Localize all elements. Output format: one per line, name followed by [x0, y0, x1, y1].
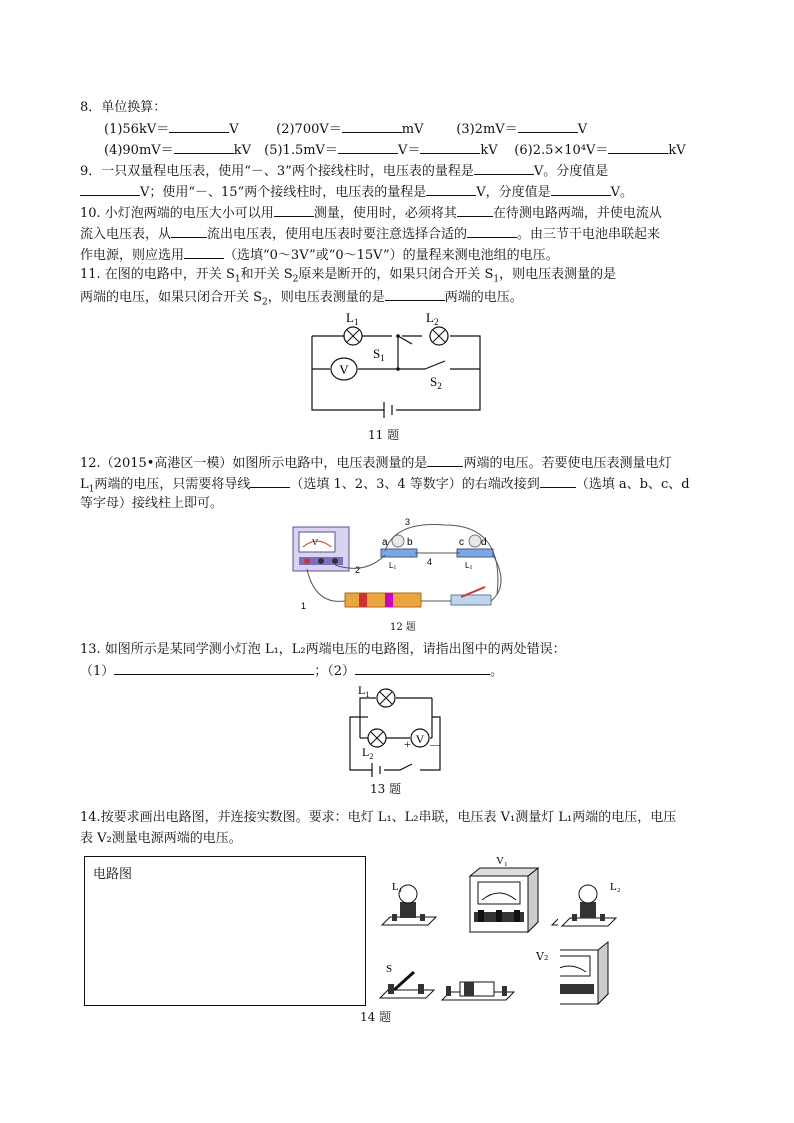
q12-line-1: 12.（2015•高港区一模）如图所示电路中，电压表测量的是 两端的电压。若要使电压表测量电灯: [80, 452, 671, 474]
q9-line-1: 9．一只双量程电压表，使用“－、3”两个接线柱时，电压表的量程是 V。分度值是: [80, 160, 608, 182]
lamp-l2-label: L₂: [465, 561, 473, 570]
voltmeter-device: [293, 527, 349, 571]
answer-blank[interactable]: [171, 223, 207, 238]
q12-physical-circuit: [285, 515, 515, 615]
q8-item-1: (1)56kV＝: [104, 122, 170, 137]
answer-blank[interactable]: [114, 660, 314, 675]
q14-components-right: [560, 868, 630, 1018]
answer-blank[interactable]: [518, 118, 578, 133]
terminal-d-label: d: [481, 537, 487, 548]
answer-blank[interactable]: [427, 452, 463, 467]
lamp-l1-label: L₁: [392, 881, 403, 893]
q8-item-6: (6)2.5×10⁴V＝: [514, 143, 609, 158]
answer-blank[interactable]: [250, 473, 290, 488]
q8-item-4: (4)90mV＝: [104, 143, 174, 158]
answer-blank[interactable]: [457, 202, 493, 217]
terminal-a-label: a: [382, 537, 388, 548]
q12-caption: 12 题: [390, 622, 416, 633]
circuit-drawing-box-label: 电路图: [93, 867, 133, 882]
answer-blank[interactable]: [338, 139, 398, 154]
q8-row2: (4)90mV＝ kV (5)1.5mV＝ V＝ kV (6)2.5×10⁴V＝ kV: [104, 139, 686, 161]
q14-caption: 14 题: [360, 1010, 392, 1024]
q11-line-1: 11. 在图的电路中，开关 $S_1$和开关 $S_2$原来是断开的，如果只闭合开关 $S_1$，则电压表测量的是: [80, 267, 617, 285]
q10-line-1: 10. 小灯泡两端的电压大小可以用 测量，使用时，必须将其 在待测电路两端，并使电流从: [80, 202, 662, 224]
q14-line-1: 14.按要求画出电路图，并连接实数图。要求：电灯 L₁、L₂串联，电压表 V₁测量灯 L₁两端的电压，电压: [80, 810, 677, 825]
voltmeter-label: V: [339, 362, 349, 377]
terminal-c-label: c: [459, 537, 464, 548]
switch-s2-label: $S_2$: [430, 374, 442, 391]
svg-text:V: V: [312, 538, 318, 547]
answer-blank[interactable]: [80, 181, 140, 196]
q8-title: 8．单位换算：: [80, 100, 167, 115]
svg-text:V: V: [415, 732, 425, 746]
plus-sign: +: [404, 737, 411, 751]
q12-line-3: 等字母）接线柱上即可。: [80, 496, 224, 511]
terminal-b-label: b: [407, 537, 413, 548]
q11-circuit-diagram: [300, 308, 500, 453]
q13-circuit-diagram: [340, 684, 450, 780]
switch-device: [451, 587, 491, 605]
lamp-l2-label: $L_2$: [426, 310, 439, 327]
lamp-l1-label: $L_1$: [346, 310, 359, 327]
lamp-l2-device: [552, 917, 558, 925]
q11-caption: 11 题: [368, 428, 400, 442]
switch-s-label: S: [386, 963, 393, 975]
answer-blank[interactable]: [467, 223, 517, 238]
lamp-l1-label: $L_1$: [358, 684, 370, 699]
q12-line-2: $L_1$两端的电压，只需要将导线 （选填 1、2、3、4 等数字）的右端改接到 （选填 a、b、c、d: [80, 473, 690, 500]
answer-blank[interactable]: [420, 139, 480, 154]
q14-components: [378, 850, 558, 1015]
battery-device: [442, 982, 514, 1000]
answer-blank[interactable]: [342, 118, 402, 133]
wire-2-label: 2: [355, 565, 361, 575]
q13-line-1: 13. 如图所示是某同学测小灯泡 L₁，L₂两端电压的电路图，请指出图中的两处错误：: [80, 642, 566, 657]
q8-item-5: (5)1.5mV＝: [264, 143, 338, 158]
answer-blank[interactable]: [551, 181, 611, 196]
circuit-drawing-box[interactable]: [84, 856, 366, 1006]
answer-blank[interactable]: [274, 202, 314, 217]
q9-line-2: V；使用“－、15”两个接线柱时，电压表的量程是 V，分度值是 V。: [80, 181, 633, 203]
answer-blank[interactable]: [355, 660, 490, 675]
minus-sign: —: [430, 740, 440, 751]
wire-4-label: 4: [427, 557, 433, 567]
answer-blank[interactable]: [474, 160, 534, 175]
switch-device: [380, 972, 434, 998]
lamp-l1-device: [382, 885, 436, 925]
q8-item-2: (2)700V＝: [276, 122, 342, 137]
lamp-l1-symbol: [344, 327, 362, 345]
q13-caption: 13 题: [370, 782, 402, 796]
q8-item-3: (3)2mV＝: [456, 122, 518, 137]
q10-line-3: 作电源，则应选用 （选填“0～3V”或“0～15V”）的量程来测电池组的电压。: [80, 244, 559, 266]
battery-device: [345, 593, 421, 607]
lamp-l2-symbol: [368, 729, 386, 747]
lamp-l2-label: L₂: [610, 881, 621, 893]
q8-row1: (1)56kV＝ V (2)700V＝ mV (3)2mV＝ V: [104, 118, 587, 140]
voltmeter-v2-device: [560, 942, 608, 1004]
switch-s1-label: $S_1$: [373, 346, 385, 363]
lamp-l2-symbol: [430, 327, 448, 345]
q14-line-2: 表 V₂测量电源两端的电压。: [80, 831, 242, 846]
answer-blank[interactable]: [169, 118, 229, 133]
wire-3-label: 3: [405, 517, 411, 527]
lamp-l1-label: L₁: [389, 561, 397, 570]
voltmeter-v1-device: [470, 868, 538, 932]
voltmeter-v2-label: V₂: [536, 950, 549, 963]
answer-blank[interactable]: [174, 139, 234, 154]
answer-blank[interactable]: [540, 473, 576, 488]
answer-blank[interactable]: [426, 181, 476, 196]
q13-line-2: （1） ；（2） 。: [80, 660, 503, 682]
answer-blank[interactable]: [385, 286, 445, 301]
wire-1-label: 1: [301, 601, 307, 611]
lamp-l2-device: [562, 885, 616, 926]
voltmeter-v1-label: V₁: [496, 855, 508, 867]
answer-blank[interactable]: [608, 139, 668, 154]
q11-line-2: 两端的电压，如果只闭合开关 $S_2$，则电压表测量的是 两端的电压。: [80, 286, 523, 313]
q10-line-2: 流入电压表，从 流出电压表，使用电压表时要注意选择合适的 。由三节干电池串联起来: [80, 223, 660, 245]
lamp-l2-label: $L_2$: [362, 745, 374, 761]
lamp-l1-symbol: [377, 689, 395, 707]
answer-blank[interactable]: [184, 244, 224, 259]
